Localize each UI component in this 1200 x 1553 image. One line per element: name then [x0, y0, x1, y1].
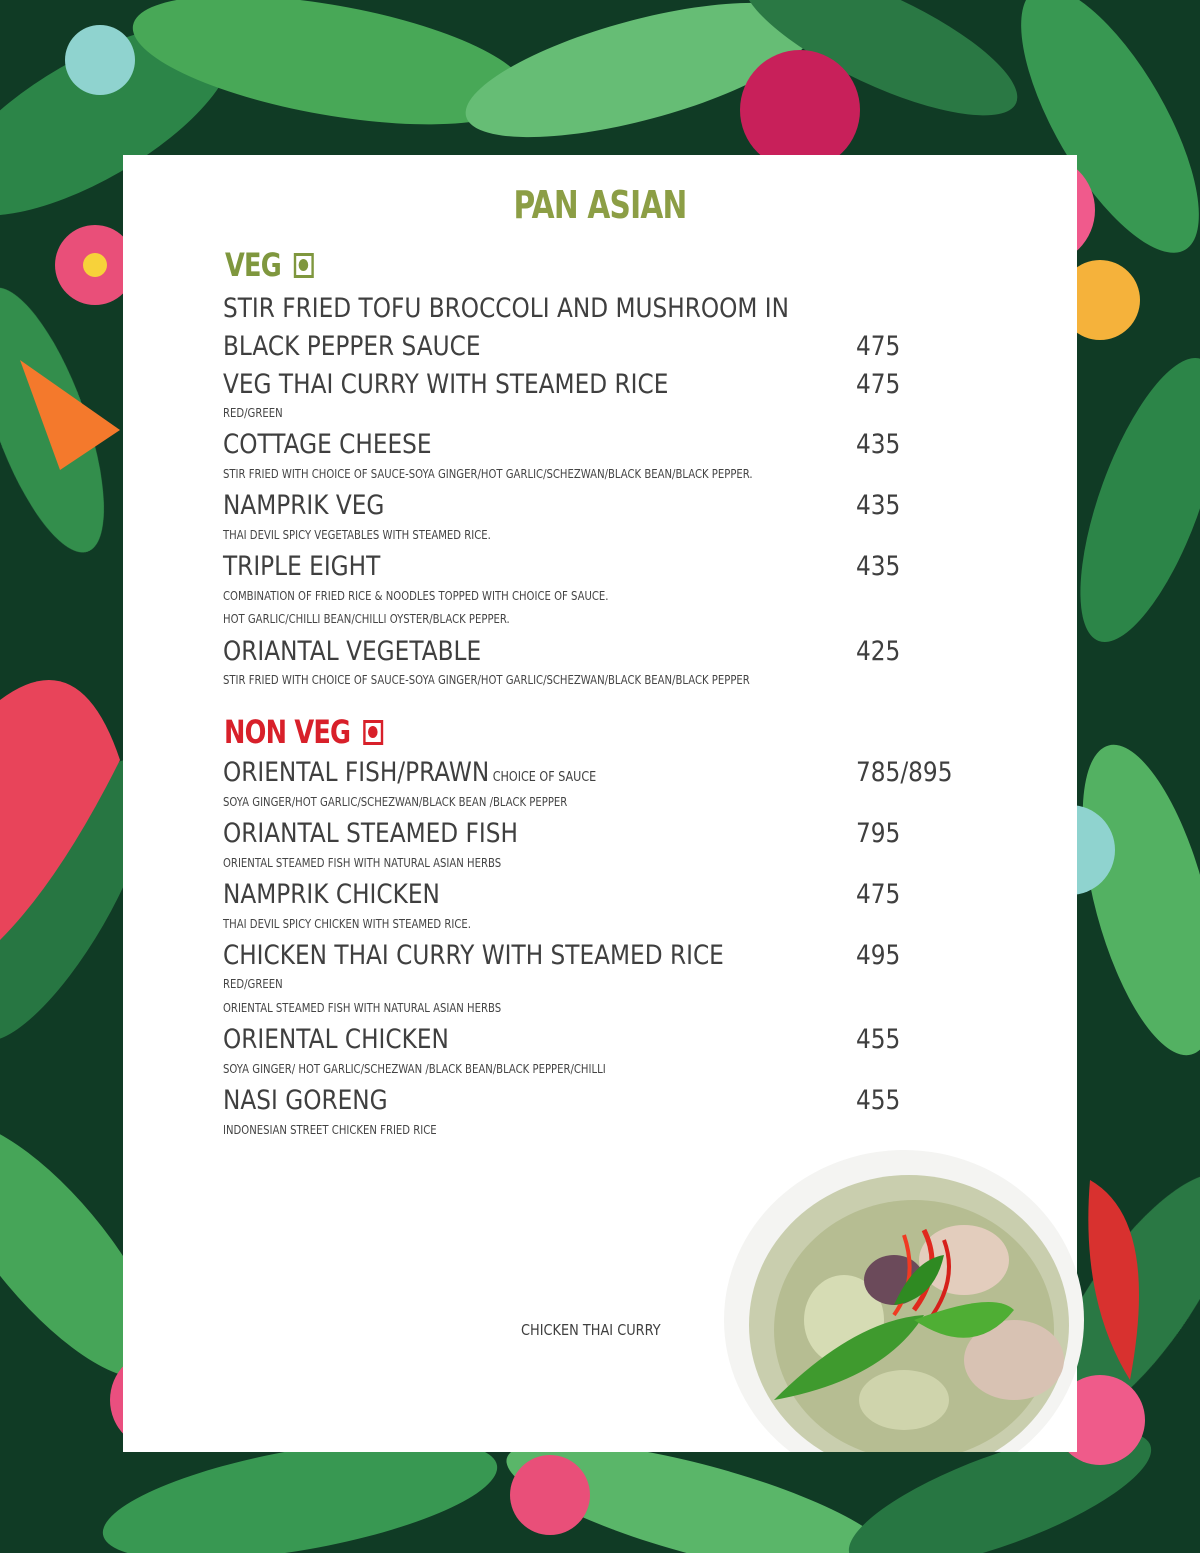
nonveg-item-6-price: 455	[856, 1085, 901, 1116]
photo-caption: CHICKEN THAI CURRY	[521, 1321, 661, 1339]
nonveg-item-3-desc: THAI DEVIL SPICY CHICKEN WITH STEAMED RICE.	[223, 917, 471, 931]
veg-item-2-desc: RED/GREEN	[223, 406, 283, 420]
nonveg-item-2-desc: ORIENTAL STEAMED FISH WITH NATURAL ASIAN HERBS	[223, 856, 502, 870]
nonveg-marker-icon	[363, 720, 383, 745]
nonveg-item-6-desc: INDONESIAN STREET CHICKEN FRIED RICE	[223, 1123, 437, 1137]
veg-item-5-desc: COMBINATION OF FRIED RICE & NOODLES TOPPED WITH CHOICE OF SAUCE.	[223, 589, 609, 603]
veg-item-2-price: 475	[856, 369, 901, 400]
veg-item-6-name: ORIANTAL VEGETABLE	[223, 636, 482, 667]
menu-title: PAN ASIAN	[513, 183, 687, 227]
veg-marker-icon	[294, 253, 314, 278]
nonveg-item-1-note: CHOICE OF SAUCE	[492, 770, 597, 785]
nonveg-item-1-name	[223, 757, 596, 794]
nonveg-item-3-name: NAMPRIK CHICKEN	[223, 879, 440, 910]
nonveg-item-1-name-text: ORIENTAL FISH/PRAWN	[223, 757, 490, 788]
nonveg-item-1-price: 785/895	[856, 757, 953, 788]
veg-item-2-name: VEG THAI CURRY WITH STEAMED RICE	[223, 369, 669, 400]
veg-item-3-desc: STIR FRIED WITH CHOICE OF SAUCE-SOYA GINGER/HOT GARLIC/SCHEZWAN/BLACK BEAN/BLACK PEPPER.	[223, 467, 753, 481]
nonveg-item-6-name: NASI GORENG	[223, 1085, 388, 1116]
nonveg-heading	[224, 713, 383, 751]
veg-item-4-name: NAMPRIK VEG	[223, 490, 385, 521]
curry-bowl-photo	[714, 1140, 1084, 1452]
nonveg-item-4-desc2: ORIENTAL STEAMED FISH WITH NATURAL ASIAN HERBS	[223, 1001, 502, 1015]
nonveg-item-1-desc: SOYA GINGER/HOT GARLIC/SCHEZWAN/BLACK BEAN /BLACK PEPPER	[223, 795, 568, 809]
veg-item-5-price: 435	[856, 551, 901, 582]
veg-heading	[225, 246, 314, 284]
nonveg-item-4-price: 495	[856, 940, 901, 971]
veg-item-3-price: 435	[856, 429, 901, 460]
veg-item-6-price: 425	[856, 636, 901, 667]
veg-item-1-name-line2: BLACK PEPPER SAUCE	[223, 331, 481, 362]
nonveg-item-5-name: ORIENTAL CHICKEN	[223, 1024, 449, 1055]
nonveg-item-4-desc: RED/GREEN	[223, 977, 283, 991]
veg-item-1-name-line1: STIR FRIED TOFU BROCCOLI AND MUSHROOM IN	[223, 293, 790, 324]
nonveg-item-2-price: 795	[856, 818, 901, 849]
veg-item-4-price: 435	[856, 490, 901, 521]
veg-item-5-desc2: HOT GARLIC/CHILLI BEAN/CHILLI OYSTER/BLACK PEPPER.	[223, 612, 510, 626]
nonveg-item-2-name: ORIANTAL STEAMED FISH	[223, 818, 518, 849]
veg-item-6-desc: STIR FRIED WITH CHOICE OF SAUCE-SOYA GINGER/HOT GARLIC/SCHEZWAN/BLACK BEAN/BLACK PEPPER	[223, 673, 750, 687]
nonveg-heading-label: NON VEG	[224, 713, 351, 751]
nonveg-item-5-desc: SOYA GINGER/ HOT GARLIC/SCHEZWAN /BLACK BEAN/BLACK PEPPER/CHILLI	[223, 1062, 606, 1076]
nonveg-item-3-price: 475	[856, 879, 901, 910]
veg-item-4-desc: THAI DEVIL SPICY VEGETABLES WITH STEAMED RICE.	[223, 528, 491, 542]
menu-card	[123, 155, 1077, 1452]
veg-heading-label: VEG	[225, 246, 281, 284]
nonveg-item-4-name: CHICKEN THAI CURRY WITH STEAMED RICE	[223, 940, 724, 971]
nonveg-item-5-price: 455	[856, 1024, 901, 1055]
veg-item-3-name: COTTAGE CHEESE	[223, 429, 432, 460]
veg-item-1-price: 475	[856, 331, 901, 362]
veg-item-5-name: TRIPLE EIGHT	[223, 551, 381, 582]
